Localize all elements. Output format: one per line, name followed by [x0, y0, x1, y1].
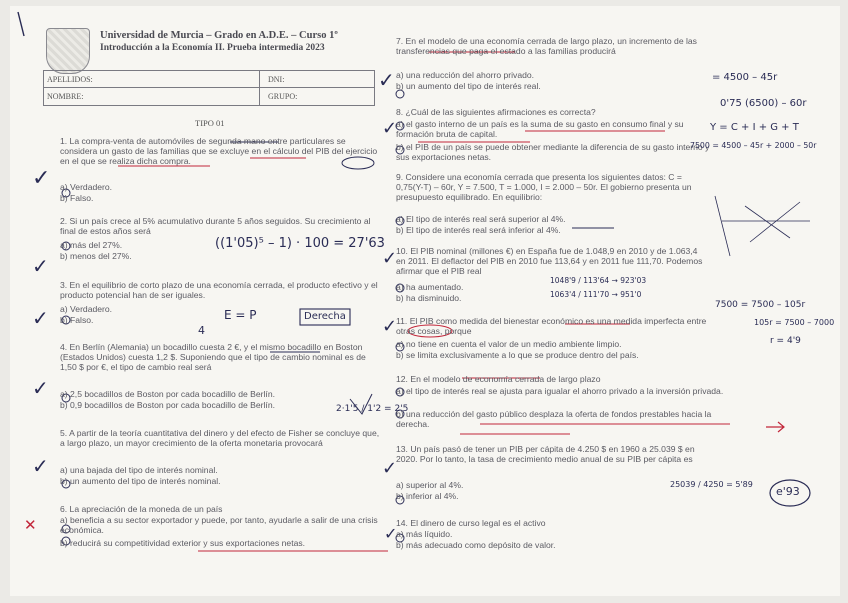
student-form [43, 70, 375, 106]
q3-handwritten-box-word: Derecha [304, 311, 346, 322]
q14-option-a: a) más líquido. [396, 529, 453, 539]
q6-option-a: a) beneficia a su sector exportador y puede, por tanto, ayudarle a salir de una crisis económica. [60, 515, 378, 535]
q2-option-a: a) más del 27%. [60, 240, 123, 250]
question-5: 5. A partir de la teoría cuantitativa del dinero y del efecto de Fisher se concluye que, a largo plazo, un mayor crecimiento de la oferta monetaria provocará [60, 428, 380, 448]
q7-option-a: a) una reducción del ahorro privado. [396, 70, 535, 80]
q3-handwritten-eq: E = P [224, 308, 257, 322]
q8-option-b: b) el PIB de un país se puede obtener mediante la diferencia de su gasto interno y sus exportaciones netas. [396, 142, 710, 162]
side-note-3: Y = C + I + G + T [710, 122, 799, 133]
university-seal [46, 28, 90, 74]
q6-option-b: b) reducirá su competitividad exterior y sus exportaciones netas. [60, 538, 306, 548]
question-7: 7. En el modelo de una economía cerrada de largo plazo, un incremento de las transferencias que paga el estado a las familias producirá [396, 36, 697, 56]
answer-circle [396, 90, 404, 98]
surname-label: APELLIDOS: [47, 75, 93, 84]
question-3: 3. En el equilibrio de corto plazo de una economía cerrada, el producto efectivo y el producto potencial han de ser iguales. [60, 280, 378, 300]
check-mark: ✓ [32, 166, 51, 191]
q13-handwritten-result: e'93 [776, 485, 800, 498]
group-label: GRUPO: [268, 92, 298, 101]
question-4: 4. En Berlín (Alemania) un bocadillo cuesta 2 €, y el mismo bocadillo en Boston (Estados Unidos) cuesta 1,2 $. Suponiendo que el tipo de cambio nominal es de 1,50 $ por €, el tipo de cambio real será [60, 342, 366, 372]
check-mark: ✓ [382, 458, 398, 479]
q11-option-a: a) no tiene en cuenta el valor de un medio ambiente limpio. [396, 339, 622, 349]
check-mark: ✓ [32, 306, 49, 330]
check-mark: ✓ [382, 248, 398, 269]
check-mark: ✓ [32, 454, 49, 478]
side-note-1: = 4500 – 45r [712, 72, 778, 83]
red-arrow [766, 422, 784, 432]
q3-option-b: b) Falso. [60, 315, 94, 325]
side-note-7: r = 4'9 [770, 336, 801, 346]
question-10: 10. El PIB nominal (millones €) en España fue de 1.048,9 en 2010 y de 1.063,4 en 2011. El deflactor del PIB en 2010 fue 113,64 y en 2011 fue 111,70. Podemos afirmar que el PIB real [396, 246, 703, 276]
q4-handwritten-calc: 2·1'5 / 1'2 = 2'5 [336, 404, 409, 414]
question-9: 9. Considere una economía cerrada que presenta los siguientes datos: C = 0,75(Y-T) – 60r, Y = 7.500, T = 1.000, I = 2.000 – 50r. El gobierno presenta un presupuesto equilibrado. En equilibrio: [396, 172, 692, 202]
question-2: 2. Si un país crece al 5% acumulativo durante 5 años seguidos. Su crecimiento al final de estos años será [60, 216, 371, 236]
q7-option-b: b) un aumento del tipo de interés real. [396, 81, 541, 91]
check-mark: ✓ [378, 68, 395, 92]
check-mark: ✓ [382, 118, 398, 139]
name-label: NOMBRE: [47, 92, 84, 101]
q13-option-a: a) superior al 4%. [396, 480, 464, 490]
q2-option-b: b) menos del 27%. [60, 251, 132, 261]
side-note-4: 7500 = 4500 – 45r + 2000 – 50r [690, 141, 817, 150]
q4-option-b: b) 0,9 bocadillos de Boston por cada bocadillo de Berlín. [60, 400, 275, 410]
side-note-2: 0'75 (6500) – 60r [720, 98, 807, 109]
dni-label: DNI: [268, 75, 285, 84]
q13-handwritten-calc: 25039 / 4250 = 5'89 [670, 480, 753, 489]
q5-option-b: b) un aumento del tipo de interés nominal. [60, 476, 221, 486]
q3-handwritten-num: 4 [198, 324, 205, 337]
check-mark: ✓ [382, 316, 398, 337]
q9-option-a: a) El tipo de interés real será superior al 4%. [396, 214, 566, 224]
q12-option-a: a) el tipo de interés real se ajusta para igualar el ahorro privado a la inversión privada. [396, 386, 724, 396]
q8-option-a: a) el gasto interno de un país es la suma de su gasto en consumo final y su formación bruta de capital. [396, 119, 684, 139]
question-13: 13. Un país pasó de tener un PIB per cápita de 4.250 $ en 1960 a 25.039 $ en 2020. Por lo tanto, la tasa de crecimiento medio anual de su PIB per cápita es [396, 444, 695, 464]
q10-handwritten-calc-1: 1048'9 / 113'64 → 923'03 [550, 276, 647, 285]
pen-stroke [18, 12, 24, 36]
question-12: 12. En el modelo de economía cerrada de largo plazo [396, 374, 601, 384]
question-1: 1. La compra-venta de automóviles de segunda mano entre particulares se considera un gasto de las familias que se excluye en el cálculo del PIB del ejercicio en el que se realiza dicha compra. [60, 136, 378, 166]
q11-option-b: b) se limita exclusivamente a lo que se produce dentro del país. [396, 350, 639, 360]
check-mark: ✓ [384, 524, 398, 543]
q9-option-b: b) El tipo de interés real será inferior al 4%. [396, 225, 561, 235]
q1-option-b: b) Falso. [60, 193, 94, 203]
q5-option-a: a) una bajada del tipo de interés nominal. [60, 465, 218, 475]
question-6: 6. La apreciación de la moneda de un país [60, 504, 223, 514]
q4-option-a: a) 2,5 bocadillos de Boston por cada bocadillo de Berlín. [60, 389, 275, 399]
university-title: Universidad de Murcia – Grado en A.D.E. – Curso 1º [100, 30, 338, 41]
check-mark: ✓ [32, 254, 49, 278]
q2-handwritten-calc: ((1'05)⁵ – 1) · 100 = 27'63 [215, 236, 385, 251]
cross-mark: ✕ [24, 516, 37, 534]
q10-option-b: b) ha disminuido. [396, 293, 462, 303]
check-mark: ✓ [32, 376, 49, 400]
q14-option-b: b) más adecuado como depósito de valor. [396, 540, 556, 550]
sketch-lines [715, 196, 810, 256]
q10-option-a: a) ha aumentado. [396, 282, 464, 292]
question-11: 11. El PIB como medida del bienestar económico es una medida imperfecta entre otras cosas, porque [396, 316, 707, 336]
side-note-6: 105r = 7500 – 7000 [754, 318, 835, 327]
q10-handwritten-calc-2: 1063'4 / 111'70 → 951'0 [550, 290, 642, 299]
q13-option-b: b) inferior al 4%. [396, 491, 459, 501]
question-8: 8. ¿Cuál de las siguientes afirmaciones es correcta? [396, 107, 596, 117]
question-14: 14. El dinero de curso legal es el activo [396, 518, 546, 528]
q1-option-a: a) Verdadero. [60, 182, 113, 192]
exam-type: TIPO 01 [195, 118, 225, 128]
q3-option-a: a) Verdadero. [60, 304, 113, 314]
q12-option-b: b) una reducción del gasto público desplaza la oferta de fondos prestables hacia la derecha. [396, 409, 712, 429]
side-note-5: 7500 = 7500 – 105r [715, 300, 806, 310]
exam-sheet [10, 6, 840, 596]
exam-subtitle: Introducción a la Economía II. Prueba intermedia 2023 [100, 43, 325, 53]
